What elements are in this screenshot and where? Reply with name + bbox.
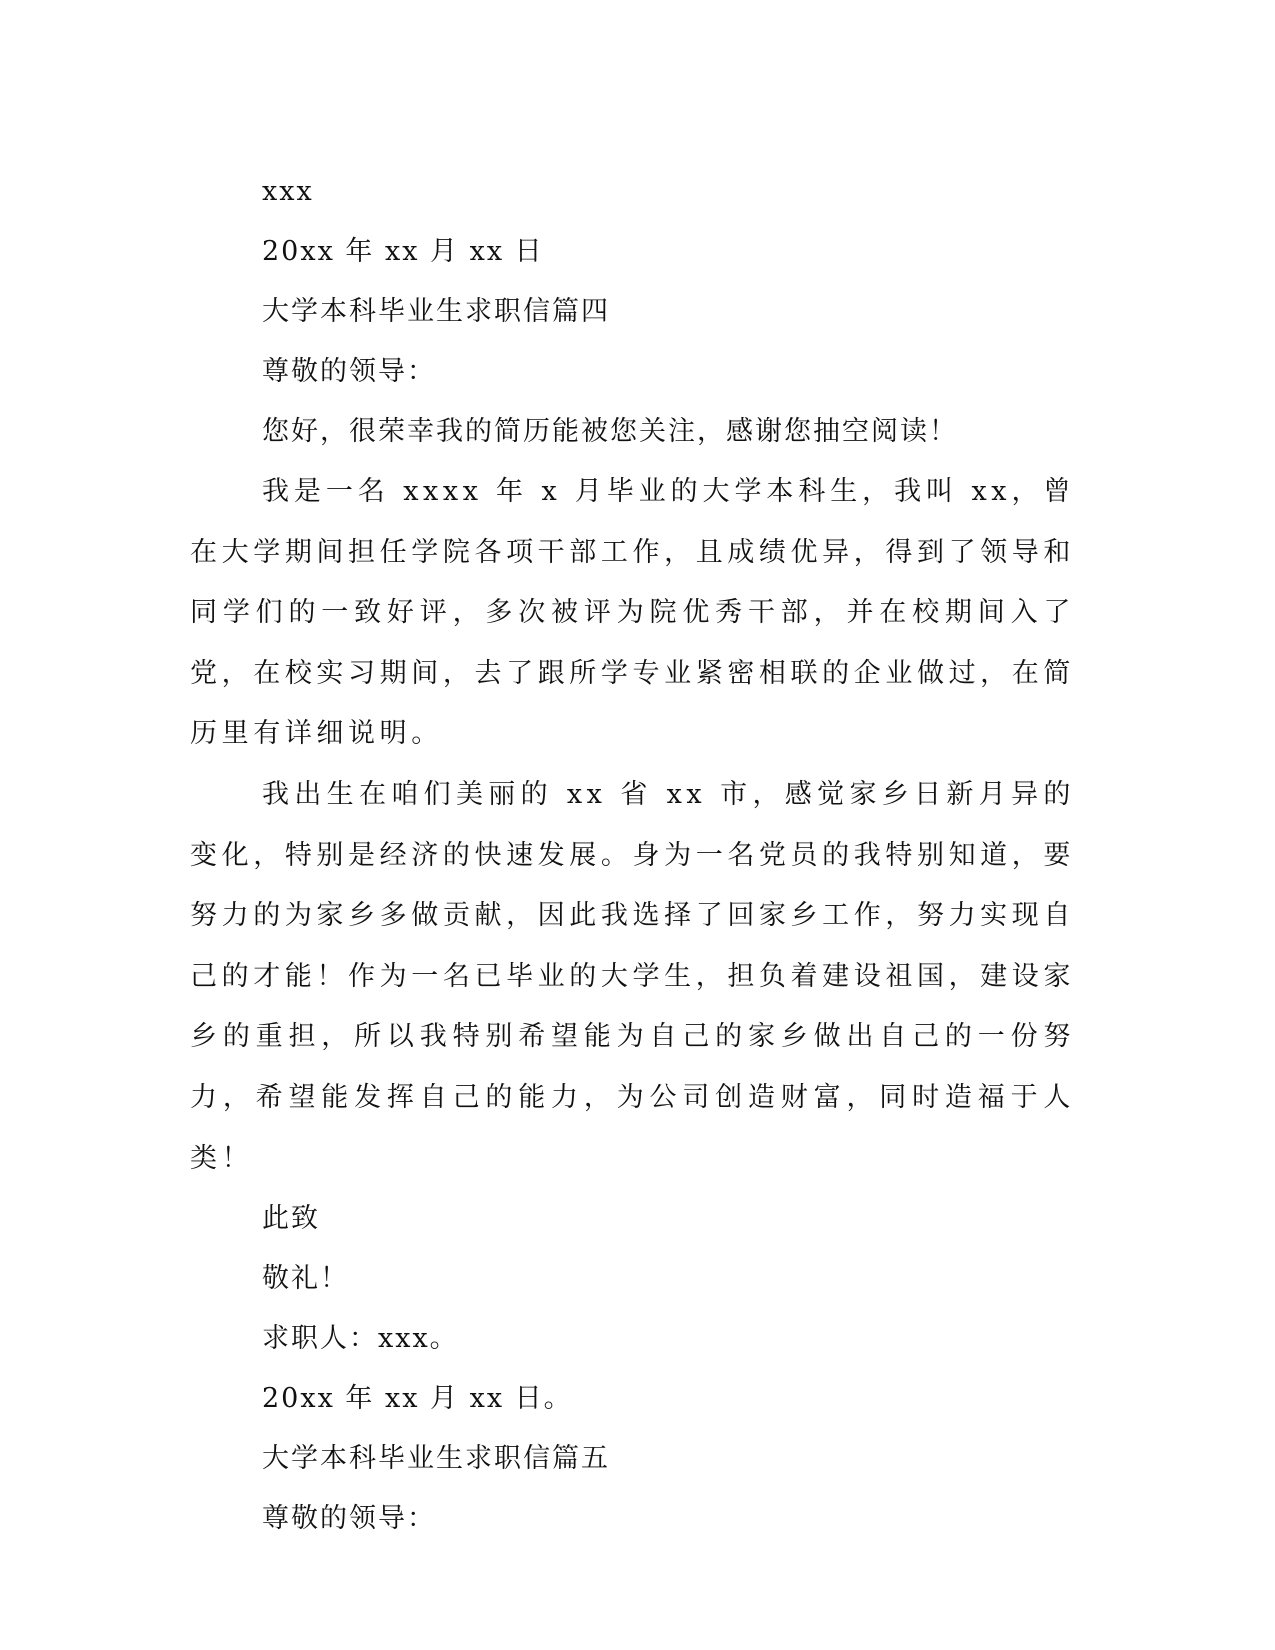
applicant-line: 求职人：xxx。 [262, 1323, 459, 1355]
date-line: 20xx 年 xx 月 xx 日 [262, 236, 544, 267]
section-title: 大学本科毕业生求职信篇四 [262, 296, 610, 327]
body-paragraph: 我是一名 xxxx 年 x 月毕业的大学本科生，我叫 xx，曾在大学期间担任学院各项干部工作，且成绩优异，得到了领导和同学们的一致好评，多次被评为院优秀干部，并在校期间入了党，在校实习期间，去了跟所学专业紧密相联的企业做过，在简历里有详细说明。 [190, 476, 1075, 750]
greeting: 您好，很荣幸我的简历能被您关注，感谢您抽空阅读！ [262, 416, 958, 447]
section-title: 大学本科毕业生求职信篇五 [262, 1443, 610, 1475]
salutation: 尊敬的领导： [262, 356, 436, 387]
body-paragraph: 我出生在咱们美丽的 xx 省 xx 市，感觉家乡日新月异的变化，特别是经济的快速发展。身为一名党员的我特别知道，要努力的为家乡多做贡献，因此我选择了回家乡工作，努力实现自己的才能！作为一名已毕业的大学生，担负着建设祖国，建设家乡的重担，所以我特别希望能为自己的家乡做出自己的一份努力，希望能发挥自己的能力，为公司创造财富，同时造福于人类！ [190, 778, 1075, 1174]
closing-line: 敬礼！ [262, 1263, 349, 1295]
date-line: 20xx 年 xx 月 xx 日。 [262, 1383, 573, 1415]
signature-name: xxx [262, 176, 314, 207]
closing-line: 此致 [262, 1203, 320, 1235]
salutation: 尊敬的领导： [262, 1503, 436, 1535]
letter-body [190, 162, 1090, 1549]
